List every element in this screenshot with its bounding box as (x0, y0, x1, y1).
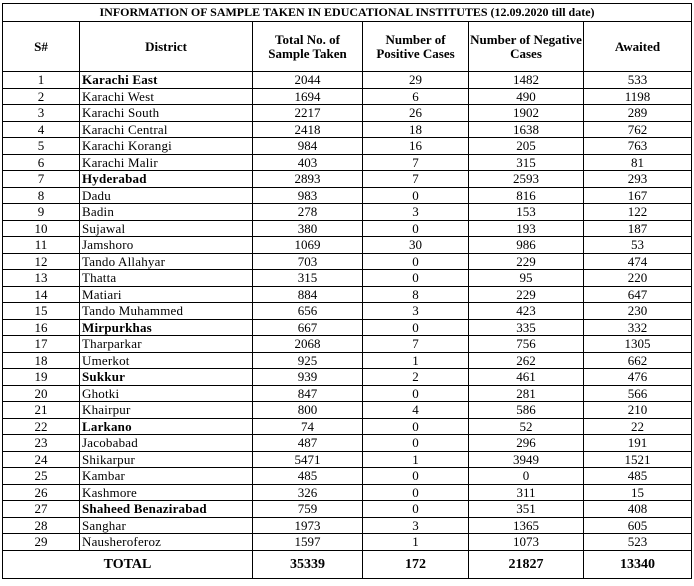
table-row (3, 336, 692, 353)
table-row (3, 418, 692, 435)
table-row (3, 435, 692, 452)
cell-total: 884 (253, 286, 363, 303)
header-positive: Number of Positive Cases (363, 22, 469, 72)
cell-sno: 28 (3, 517, 80, 534)
table-row (3, 468, 692, 485)
cell-awaited: 167 (584, 187, 692, 204)
table-row (3, 121, 692, 138)
cell-sno: 13 (3, 270, 80, 287)
total-row (3, 550, 692, 578)
cell-total: 2418 (253, 121, 363, 138)
cell-sno: 16 (3, 319, 80, 336)
cell-district: Karachi South (80, 105, 253, 122)
cell-total: 925 (253, 352, 363, 369)
table-row (3, 286, 692, 303)
cell-sno: 21 (3, 402, 80, 419)
cell-negative: 0 (469, 468, 584, 485)
cell-district: Nausheroferoz (80, 534, 253, 551)
cell-sno: 20 (3, 385, 80, 402)
cell-negative: 153 (469, 204, 584, 221)
cell-sno: 9 (3, 204, 80, 221)
cell-sno: 8 (3, 187, 80, 204)
cell-district: Kambar (80, 468, 253, 485)
table-row (3, 319, 692, 336)
cell-total: 1069 (253, 237, 363, 254)
cell-district: Badin (80, 204, 253, 221)
cell-positive: 6 (363, 88, 469, 105)
cell-awaited: 220 (584, 270, 692, 287)
header-negative: Number of Negative Cases (469, 22, 584, 72)
cell-positive: 8 (363, 286, 469, 303)
total-negative: 21827 (469, 550, 584, 578)
header-sno: S# (3, 22, 80, 72)
cell-total: 403 (253, 154, 363, 171)
cell-sno: 1 (3, 72, 80, 89)
cell-sno: 25 (3, 468, 80, 485)
cell-sno: 14 (3, 286, 80, 303)
cell-sno: 18 (3, 352, 80, 369)
cell-negative: 461 (469, 369, 584, 386)
cell-district: Hyderabad (80, 171, 253, 188)
cell-sno: 15 (3, 303, 80, 320)
cell-awaited: 22 (584, 418, 692, 435)
cell-district: Sukkur (80, 369, 253, 386)
total-awaited: 13340 (584, 550, 692, 578)
table-row (3, 517, 692, 534)
cell-district: Tando Allahyar (80, 253, 253, 270)
cell-negative: 2593 (469, 171, 584, 188)
cell-awaited: 191 (584, 435, 692, 452)
cell-negative: 262 (469, 352, 584, 369)
cell-district: Kashmore (80, 484, 253, 501)
table-row (3, 402, 692, 419)
cell-district: Tharparkar (80, 336, 253, 353)
total-label: TOTAL (3, 550, 253, 578)
cell-negative: 311 (469, 484, 584, 501)
table-row (3, 451, 692, 468)
cell-district: Karachi West (80, 88, 253, 105)
cell-positive: 0 (363, 385, 469, 402)
cell-negative: 229 (469, 286, 584, 303)
cell-district: Dadu (80, 187, 253, 204)
cell-positive: 1 (363, 534, 469, 551)
cell-total: 759 (253, 501, 363, 518)
cell-positive: 3 (363, 204, 469, 221)
table-row (3, 303, 692, 320)
total-samples: 35339 (253, 550, 363, 578)
cell-positive: 7 (363, 336, 469, 353)
cell-awaited: 476 (584, 369, 692, 386)
cell-positive: 0 (363, 187, 469, 204)
cell-positive: 0 (363, 468, 469, 485)
cell-district: Shikarpur (80, 451, 253, 468)
cell-negative: 281 (469, 385, 584, 402)
table-row (3, 171, 692, 188)
cell-positive: 0 (363, 435, 469, 452)
cell-total: 326 (253, 484, 363, 501)
cell-positive: 1 (363, 451, 469, 468)
cell-awaited: 605 (584, 517, 692, 534)
cell-positive: 0 (363, 319, 469, 336)
cell-total: 939 (253, 369, 363, 386)
title-row (3, 4, 692, 22)
cell-positive: 16 (363, 138, 469, 155)
cell-awaited: 763 (584, 138, 692, 155)
cell-awaited: 1198 (584, 88, 692, 105)
table-row (3, 72, 692, 89)
cell-awaited: 15 (584, 484, 692, 501)
cell-negative: 1482 (469, 72, 584, 89)
cell-total: 485 (253, 468, 363, 485)
cell-district: Sujawal (80, 220, 253, 237)
cell-total: 380 (253, 220, 363, 237)
cell-awaited: 647 (584, 286, 692, 303)
cell-negative: 816 (469, 187, 584, 204)
cell-positive: 30 (363, 237, 469, 254)
table-row (3, 484, 692, 501)
cell-total: 74 (253, 418, 363, 435)
cell-district: Karachi East (80, 72, 253, 89)
cell-sno: 27 (3, 501, 80, 518)
cell-negative: 229 (469, 253, 584, 270)
cell-positive: 0 (363, 501, 469, 518)
cell-negative: 1073 (469, 534, 584, 551)
table-row (3, 270, 692, 287)
cell-negative: 586 (469, 402, 584, 419)
cell-total: 487 (253, 435, 363, 452)
table-row (3, 534, 692, 551)
cell-awaited: 662 (584, 352, 692, 369)
table-row (3, 154, 692, 171)
total-positive: 172 (363, 550, 469, 578)
cell-awaited: 293 (584, 171, 692, 188)
cell-total: 984 (253, 138, 363, 155)
cell-positive: 0 (363, 418, 469, 435)
cell-sno: 5 (3, 138, 80, 155)
sample-table (2, 3, 692, 579)
cell-district: Karachi Central (80, 121, 253, 138)
table-row (3, 237, 692, 254)
cell-total: 667 (253, 319, 363, 336)
cell-positive: 1 (363, 352, 469, 369)
cell-awaited: 762 (584, 121, 692, 138)
cell-district: Matiari (80, 286, 253, 303)
table-row (3, 253, 692, 270)
cell-district: Larkano (80, 418, 253, 435)
cell-negative: 3949 (469, 451, 584, 468)
cell-total: 315 (253, 270, 363, 287)
cell-positive: 7 (363, 154, 469, 171)
cell-awaited: 230 (584, 303, 692, 320)
table-row (3, 187, 692, 204)
cell-negative: 193 (469, 220, 584, 237)
cell-district: Jacobabad (80, 435, 253, 452)
cell-district: Tando Muhammed (80, 303, 253, 320)
cell-district: Mirpurkhas (80, 319, 253, 336)
cell-sno: 19 (3, 369, 80, 386)
cell-negative: 95 (469, 270, 584, 287)
cell-awaited: 332 (584, 319, 692, 336)
cell-positive: 3 (363, 517, 469, 534)
cell-negative: 335 (469, 319, 584, 336)
table-row (3, 369, 692, 386)
cell-positive: 26 (363, 105, 469, 122)
cell-awaited: 122 (584, 204, 692, 221)
cell-total: 983 (253, 187, 363, 204)
cell-positive: 7 (363, 171, 469, 188)
cell-district: Karachi Korangi (80, 138, 253, 155)
cell-positive: 18 (363, 121, 469, 138)
header-awaited: Awaited (584, 22, 692, 72)
cell-negative: 1902 (469, 105, 584, 122)
cell-total: 656 (253, 303, 363, 320)
cell-total: 800 (253, 402, 363, 419)
cell-awaited: 187 (584, 220, 692, 237)
cell-total: 847 (253, 385, 363, 402)
cell-positive: 0 (363, 220, 469, 237)
cell-sno: 22 (3, 418, 80, 435)
table-row (3, 220, 692, 237)
table-row (3, 385, 692, 402)
cell-total: 278 (253, 204, 363, 221)
cell-negative: 490 (469, 88, 584, 105)
cell-negative: 1365 (469, 517, 584, 534)
cell-sno: 24 (3, 451, 80, 468)
header-district: District (80, 22, 253, 72)
cell-awaited: 53 (584, 237, 692, 254)
sample-report-sheet (2, 3, 691, 579)
cell-awaited: 533 (584, 72, 692, 89)
cell-negative: 351 (469, 501, 584, 518)
cell-total: 2217 (253, 105, 363, 122)
cell-district: Jamshoro (80, 237, 253, 254)
cell-total: 703 (253, 253, 363, 270)
cell-positive: 3 (363, 303, 469, 320)
cell-negative: 756 (469, 336, 584, 353)
table-row (3, 138, 692, 155)
cell-positive: 0 (363, 270, 469, 287)
cell-district: Thatta (80, 270, 253, 287)
table-row (3, 204, 692, 221)
cell-total: 5471 (253, 451, 363, 468)
cell-negative: 52 (469, 418, 584, 435)
cell-district: Sanghar (80, 517, 253, 534)
cell-total: 2044 (253, 72, 363, 89)
cell-sno: 3 (3, 105, 80, 122)
cell-positive: 4 (363, 402, 469, 419)
cell-district: Umerkot (80, 352, 253, 369)
cell-total: 1597 (253, 534, 363, 551)
cell-awaited: 210 (584, 402, 692, 419)
cell-sno: 29 (3, 534, 80, 551)
table-row (3, 352, 692, 369)
cell-awaited: 566 (584, 385, 692, 402)
cell-sno: 2 (3, 88, 80, 105)
cell-district: Karachi Malir (80, 154, 253, 171)
cell-negative: 205 (469, 138, 584, 155)
cell-district: Khairpur (80, 402, 253, 419)
cell-sno: 10 (3, 220, 80, 237)
cell-total: 1973 (253, 517, 363, 534)
cell-negative: 423 (469, 303, 584, 320)
cell-total: 2068 (253, 336, 363, 353)
header-total: Total No. of Sample Taken (253, 22, 363, 72)
cell-awaited: 1521 (584, 451, 692, 468)
cell-sno: 11 (3, 237, 80, 254)
table-row (3, 105, 692, 122)
table-row (3, 88, 692, 105)
cell-sno: 4 (3, 121, 80, 138)
cell-sno: 23 (3, 435, 80, 452)
cell-total: 2893 (253, 171, 363, 188)
cell-awaited: 289 (584, 105, 692, 122)
cell-awaited: 485 (584, 468, 692, 485)
cell-sno: 12 (3, 253, 80, 270)
header-row (3, 22, 692, 72)
cell-positive: 0 (363, 253, 469, 270)
table-title: INFORMATION OF SAMPLE TAKEN IN EDUCATIONAL INSTITUTES (12.09.2020 till date) (3, 4, 692, 22)
cell-positive: 29 (363, 72, 469, 89)
cell-awaited: 408 (584, 501, 692, 518)
cell-awaited: 81 (584, 154, 692, 171)
cell-negative: 315 (469, 154, 584, 171)
cell-negative: 986 (469, 237, 584, 254)
cell-positive: 2 (363, 369, 469, 386)
cell-sno: 26 (3, 484, 80, 501)
cell-negative: 1638 (469, 121, 584, 138)
cell-sno: 17 (3, 336, 80, 353)
cell-awaited: 1305 (584, 336, 692, 353)
cell-district: Shaheed Benazirabad (80, 501, 253, 518)
cell-district: Ghotki (80, 385, 253, 402)
cell-total: 1694 (253, 88, 363, 105)
cell-positive: 0 (363, 484, 469, 501)
table-row (3, 501, 692, 518)
cell-awaited: 523 (584, 534, 692, 551)
cell-sno: 6 (3, 154, 80, 171)
cell-awaited: 474 (584, 253, 692, 270)
cell-sno: 7 (3, 171, 80, 188)
cell-negative: 296 (469, 435, 584, 452)
table-body (3, 72, 692, 551)
